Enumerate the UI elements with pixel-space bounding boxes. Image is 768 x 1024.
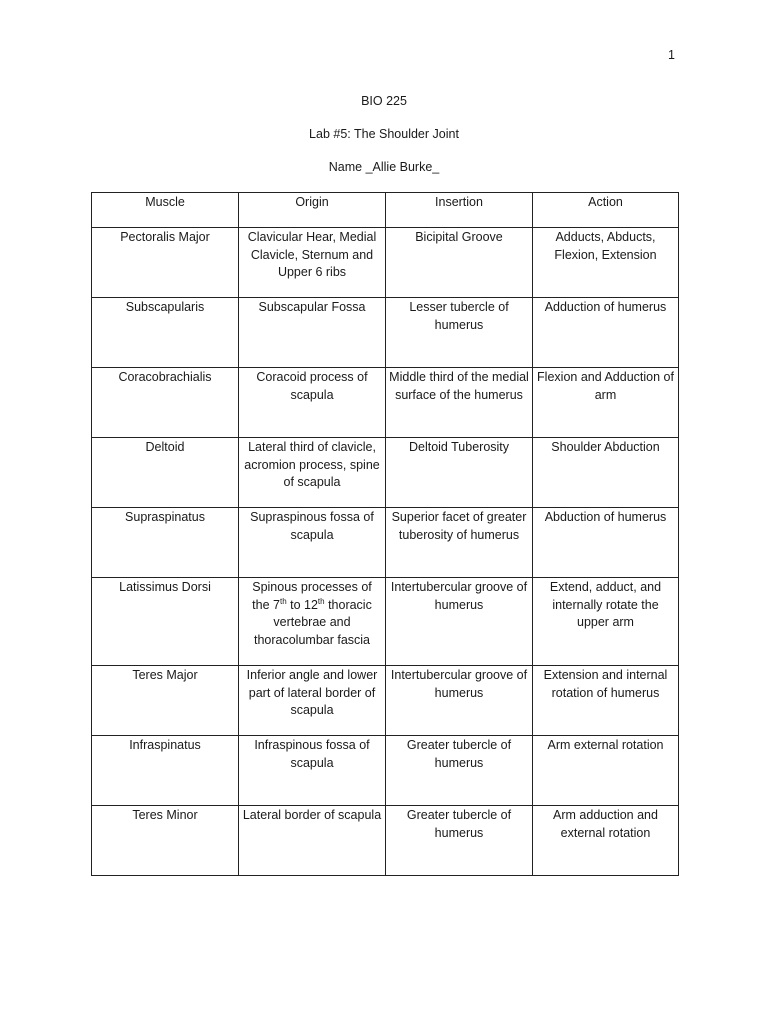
muscle-cell: Teres Major <box>92 666 239 736</box>
origin-text-part: Spinous processes of the 7 <box>252 580 372 612</box>
insertion-cell: Middle third of the medial surface of the humerus <box>386 368 533 438</box>
table-header-row <box>92 193 679 228</box>
insertion-cell: Intertubercular groove of humerus <box>386 666 533 736</box>
column-header-origin: Origin <box>239 193 386 228</box>
muscle-cell: Latissimus Dorsi <box>92 578 239 666</box>
insertion-cell: Lesser tubercle of humerus <box>386 298 533 368</box>
origin-cell: Lateral third of clavicle, acromion process, spine of scapula <box>239 438 386 508</box>
insertion-cell: Greater tubercle of humerus <box>386 806 533 876</box>
origin-cell <box>239 578 386 666</box>
muscle-cell: Deltoid <box>92 438 239 508</box>
table-row <box>92 298 679 368</box>
action-cell: Adducts, Abducts, Flexion, Extension <box>533 228 679 298</box>
table-row <box>92 438 679 508</box>
muscle-cell: Pectoralis Major <box>92 228 239 298</box>
superscript-ordinal: th <box>317 596 325 606</box>
muscle-cell: Infraspinatus <box>92 736 239 806</box>
origin-cell: Clavicular Hear, Medial Clavicle, Sternum and Upper 6 ribs <box>239 228 386 298</box>
action-cell: Arm adduction and external rotation <box>533 806 679 876</box>
action-cell: Adduction of humerus <box>533 298 679 368</box>
origin-cell: Lateral border of scapula <box>239 806 386 876</box>
table-row <box>92 508 679 578</box>
origin-cell: Subscapular Fossa <box>239 298 386 368</box>
course-title: BIO 225 <box>361 94 407 108</box>
lab-title: Lab #5: The Shoulder Joint <box>309 127 459 141</box>
table-row <box>92 578 679 666</box>
origin-cell: Infraspinous fossa of scapula <box>239 736 386 806</box>
origin-text-part: thoracic vertebrae and thoracolumbar fascia <box>253 597 372 647</box>
insertion-cell: Bicipital Groove <box>386 228 533 298</box>
table-row <box>92 806 679 876</box>
muscle-table <box>91 192 679 876</box>
action-cell: Extend, adduct, and internally rotate the upper arm <box>533 578 679 666</box>
muscle-cell: Subscapularis <box>92 298 239 368</box>
action-cell: Abduction of humerus <box>533 508 679 578</box>
student-name-line: Name _Allie Burke_ <box>328 160 440 174</box>
column-header-insertion: Insertion <box>386 193 533 228</box>
origin-cell: Inferior angle and lower part of lateral border of scapula <box>239 666 386 736</box>
table-row <box>92 666 679 736</box>
action-cell: Shoulder Abduction <box>533 438 679 508</box>
superscript-ordinal: th <box>279 596 287 606</box>
insertion-cell: Deltoid Tuberosity <box>386 438 533 508</box>
muscle-cell: Supraspinatus <box>92 508 239 578</box>
origin-cell: Supraspinous fossa of scapula <box>239 508 386 578</box>
table-row <box>92 736 679 806</box>
insertion-cell: Superior facet of greater tuberosity of humerus <box>386 508 533 578</box>
insertion-cell: Intertubercular groove of humerus <box>386 578 533 666</box>
origin-text-part: to 12 <box>286 597 318 612</box>
column-header-muscle: Muscle <box>92 193 239 228</box>
table-row <box>92 228 679 298</box>
page-number: 1 <box>668 48 675 62</box>
table-row <box>92 368 679 438</box>
action-cell: Extension and internal rotation of humerus <box>533 666 679 736</box>
action-cell: Arm external rotation <box>533 736 679 806</box>
column-header-action: Action <box>533 193 679 228</box>
origin-cell: Coracoid process of scapula <box>239 368 386 438</box>
action-cell: Flexion and Adduction of arm <box>533 368 679 438</box>
insertion-cell: Greater tubercle of humerus <box>386 736 533 806</box>
muscle-cell: Teres Minor <box>92 806 239 876</box>
muscle-cell: Coracobrachialis <box>92 368 239 438</box>
